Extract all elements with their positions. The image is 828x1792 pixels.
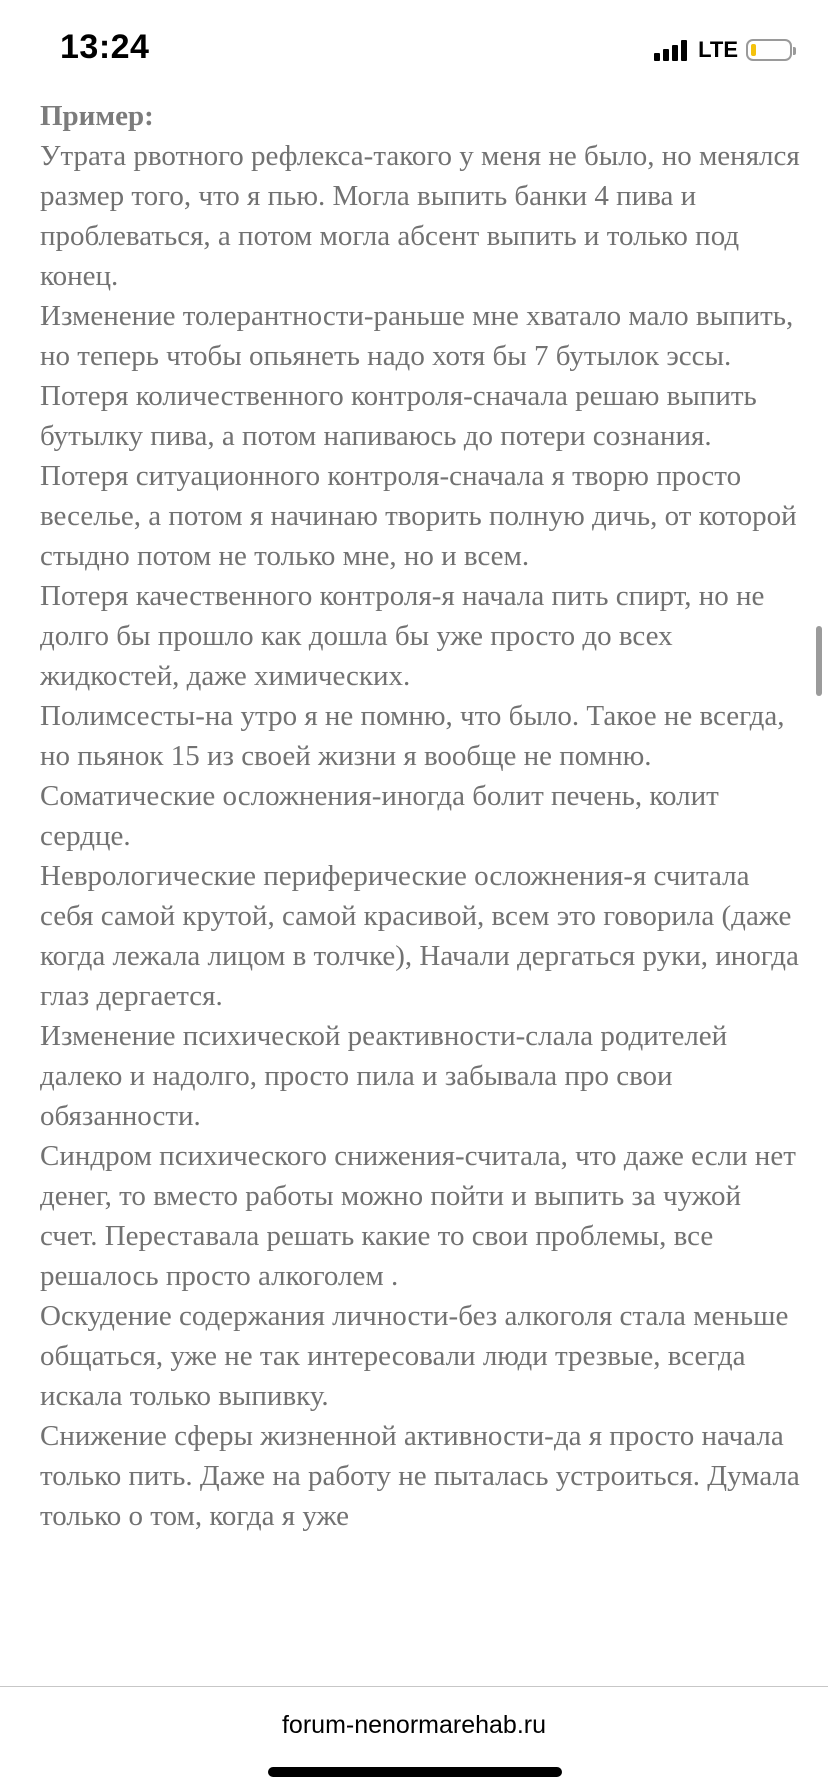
home-indicator[interactable]	[268, 1767, 562, 1777]
article-paragraph: Потеря ситуационного контроля-сначала я творю просто веселье, а потом я начинаю творить полную дичь, от которой стыдно потом не только мне, но и всем.	[40, 460, 797, 572]
article-paragraph: Неврологические периферические осложнения-я считала себя самой крутой, самой красивой, всем это говорила (даже когда лежала лицом в толчке), Начали дергаться руки, иногда глаз дергается.	[40, 860, 799, 1012]
battery-level-fill	[751, 44, 756, 56]
article-paragraph: Изменение психической реактивности-слала родителей далеко и надолго, просто пила и забывала про свои обязанности.	[40, 1020, 728, 1132]
address-bar-url[interactable]: forum-nenormarehab.ru	[281, 1711, 546, 1739]
article-paragraph: Полимсесты-на утро я не помню, что было. Такое не всегда, но пьянок 15 из своей жизни я вообще не помню.	[40, 700, 785, 772]
browser-bottom-bar	[0, 1686, 828, 1792]
status-indicators	[654, 36, 792, 64]
battery-icon	[746, 39, 792, 61]
status-time: 13:24	[60, 28, 150, 66]
article-paragraph: Оскудение содержания личности-без алкоголя стала меньше общаться, уже не так интересовали люди трезвые, всегда искала только выпивку.	[40, 1300, 789, 1412]
battery-cap	[793, 47, 796, 55]
article-paragraph: Потеря количественного контроля-сначала решаю выпить бутылку пива, а потом напиваюсь до потери сознания.	[40, 380, 757, 452]
network-type-label: LTE	[698, 37, 738, 62]
article-paragraph: Утрата рвотного рефлекса-такого у меня не было, но менялся размер того, что я пью. Могла выпить банки 4 пива и проблеваться, а потом могла абсент выпить и только под конец.	[40, 140, 800, 292]
article-paragraph: Соматические осложнения-иногда болит печень, колит сердце.	[40, 780, 719, 852]
article-paragraph: Синдром психического снижения-считала, что даже если нет денег, то вместо работы можно пойти и выпить за чужой счет. Переставала решать какие то свои проблемы, все решалось просто алкоголем .	[40, 1140, 796, 1292]
status-bar	[0, 0, 828, 96]
article-paragraph: Изменение толерантности-раньше мне хватало мало выпить, но теперь чтобы опьянеть надо хотя бы 7 бутылок эссы.	[40, 300, 794, 372]
article-paragraph: Снижение сферы жизненной активности-да я просто начала только пить. Даже на работу не пыталась устроиться. Думала только о том, когда я уже	[40, 1420, 800, 1532]
cellular-signal-icon	[654, 39, 690, 61]
article-heading: Пример:	[40, 100, 154, 132]
article-paragraph: Потеря качественного контроля-я начала пить спирт, но не долго бы прошло как дошла бы уже просто до всех жидкостей, даже химических.	[40, 580, 765, 692]
vertical-scrollbar[interactable]	[816, 626, 822, 696]
article-content	[40, 96, 800, 1684]
